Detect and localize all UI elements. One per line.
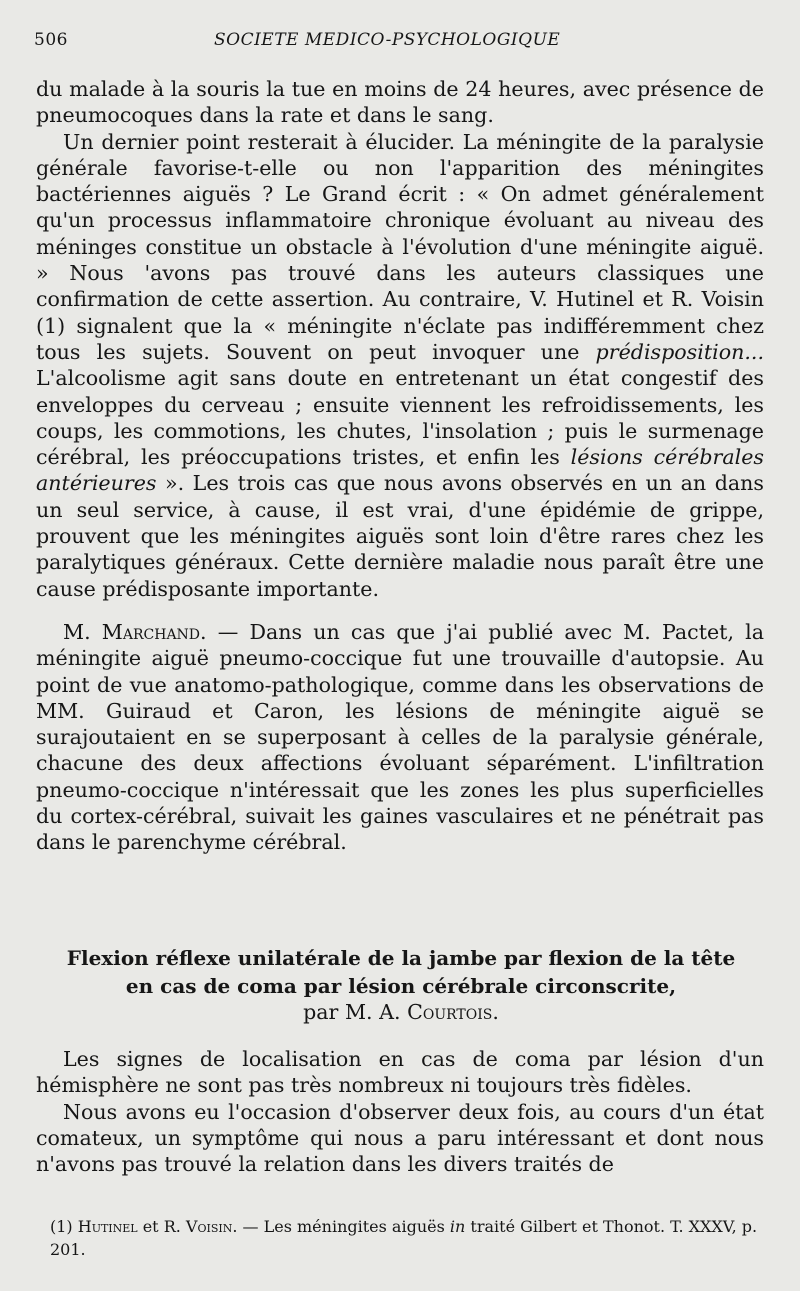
paragraph-3-text: — Dans un cas que j'ai publié avec M. Pactet, la méningite aiguë pneumo-coccique fut une trouvaille d'autopsie. Au point de vue anatomo-pathologique, comme dans les observations de MM. Guiraud et Caron, les lésions de méningite aiguë se surajoutaient en se superposant à celles de la paralysie générale, chacune des deux affections évoluant séparément. L'infiltration pneumo-coccique n'intéressait que les zones les plus superficielles du cortex-cérébral, suivait les gaines vasculaires et ne pénétrait pas dans le parenchyme cérébral. — [36, 619, 765, 855]
section-body — [36, 1046, 764, 1177]
paragraph-2-text: Un dernier point resterait à élucider. La méningite de la paralysie générale favorise-t-elle ou non l'apparition des méningites bactériennes aiguës ? Le Grand écrit : « On admet généralement qu'un processus inflammatoire chronique évoluant au niveau des méninges constitue un obstacle à l'évolution d'une méningite aiguë. » Nous 'avons pas trouvé dans les auteurs classiques une confirmation de cette assertion. Au contraire, V. Hutinel et R. Voisin (1) signalent que la « méningite n'éclate pas indifféremment chez tous les sujets. Souvent on peut invoquer une — [36, 129, 764, 364]
paragraph-2-italic-2: lésions cérébrales antérieures — [36, 445, 765, 496]
footnote-text-2: traité Gilbert et Thonot. T. XXXV, p. 201. — [50, 1217, 758, 1259]
paragraph-2-italic-1: prédisposition... — [595, 339, 764, 364]
footnote-marker: (1) — [50, 1217, 78, 1236]
section-title-line-2: en cas de coma par lésion cérébrale circonscrite, — [125, 974, 677, 998]
author-name: Courtois. — [407, 1000, 499, 1024]
section-author — [36, 1000, 766, 1024]
running-title: SOCIETE MEDICO-PSYCHOLOGIQUE — [214, 30, 561, 50]
paragraph-2-end: ». Les trois cas que nous avons observés en un an dans un seul service, à cause, il est vrai, d'une épidémie de grippe, prouvent que les méningites aiguës sont loin d'être rares chez les paralytiques généraux. Cette dernière maladie nous paraît être une cause prédisposante importante. — [36, 471, 764, 601]
section-title — [36, 944, 766, 1000]
footnote-italic: in — [449, 1217, 466, 1236]
footnote-text-1: — Les méningites aiguës — [237, 1217, 450, 1236]
paragraph-4: Les signes de localisation en cas de coma par lésion d'un hémisphère ne sont pas très nombreux ni toujours très fidèles. — [36, 1047, 764, 1098]
footnote — [50, 1215, 766, 1261]
paragraph-1: du malade à la souris la tue en moins de 24 heures, avec présence de pneumocoques dans la rate et dans le sang. — [36, 77, 764, 128]
speaker-name: M. Marchand. — [63, 619, 207, 644]
main-text — [36, 76, 764, 856]
paragraph-3 — [36, 619, 764, 856]
author-prefix: par M. A. — [303, 1000, 408, 1024]
paragraph-2-middle: L'alcoolisme agit sans doute en entretenant un état congestif des enveloppes du cerveau ; ensuite viennent les refroidissements, les coups, les commotions, les chutes, l'insolation ; puis le surmenage cérébral, les préoccupations tristes, et enfin les — [36, 366, 764, 470]
footnote-author-2: Voisin. — [185, 1217, 238, 1236]
footnote-author-1: Hutinel — [77, 1217, 138, 1236]
paragraph-2 — [36, 129, 764, 602]
page-header — [34, 30, 764, 54]
section-title-line-1: Flexion réflexe unilatérale de la jambe par flexion de la tête — [66, 946, 736, 970]
paragraph-5: Nous avons eu l'occasion d'observer deux fois, au cours d'un état comateux, un symptôme qui nous a paru intéressant et dont nous n'avons pas trouvé la relation dans les divers traités de — [36, 1099, 764, 1177]
footnote-mid: et R. — [137, 1217, 186, 1236]
page-number: 506 — [34, 30, 68, 50]
